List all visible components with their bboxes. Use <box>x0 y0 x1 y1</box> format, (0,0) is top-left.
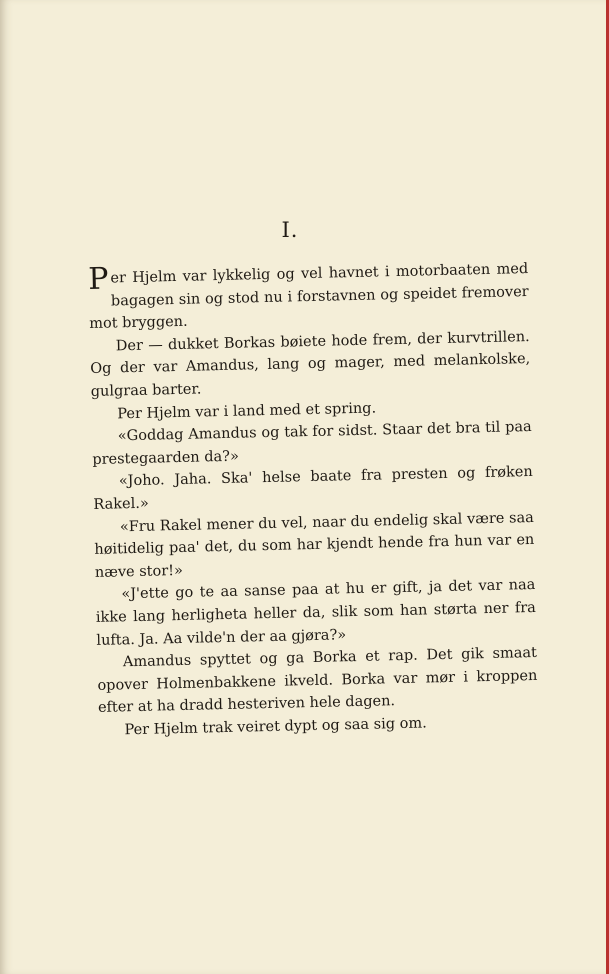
paragraph: Per Hjelm var lykkelig og vel havnet i motorbaaten med bagagen sin og stod nu i forstavnen og speidet fremover mot bryggen. <box>87 261 529 333</box>
chapter-heading: I. <box>281 218 299 242</box>
paragraph: Der — dukket Borkas bøiete hode frem, der kurvtrillen. Og der var Amandus, lang og mager, med melankolske, gulgraa barter. <box>90 328 531 400</box>
paragraph: «Goddag Amandus og tak for sidst. Staar det bra til paa prestegaarden da?» <box>92 419 532 468</box>
paragraph: «J'ette go te aa sanse paa at hu er gift, ja det var naa ikke lang herligheta heller da, slik som han størta ner fra lufta. Ja. Aa vilde'n der aa gjøra?» <box>95 577 537 649</box>
paragraph: «Joho. Jaha. Ska' helse baate fra presten og frøken Rakel.» <box>93 464 533 513</box>
paragraph: «Fru Rakel mener du vel, naar du endelig skal være saa høitidelig paa' det, du som har kjendt hende fra hun var en næve stor!» <box>94 509 535 581</box>
body-text <box>88 258 539 742</box>
paragraph: Per Hjelm var i land med et spring. <box>117 400 377 422</box>
paragraph: Per Hjelm trak veiret dypt og saa sig om. <box>124 715 427 739</box>
paragraph: Amandus spyttet og ga Borka et rap. Det gik smaat opover Holmenbakkene ikveld. Borka var mør i kroppen efter at ha dradd hesteriven hele dagen. <box>97 645 538 717</box>
